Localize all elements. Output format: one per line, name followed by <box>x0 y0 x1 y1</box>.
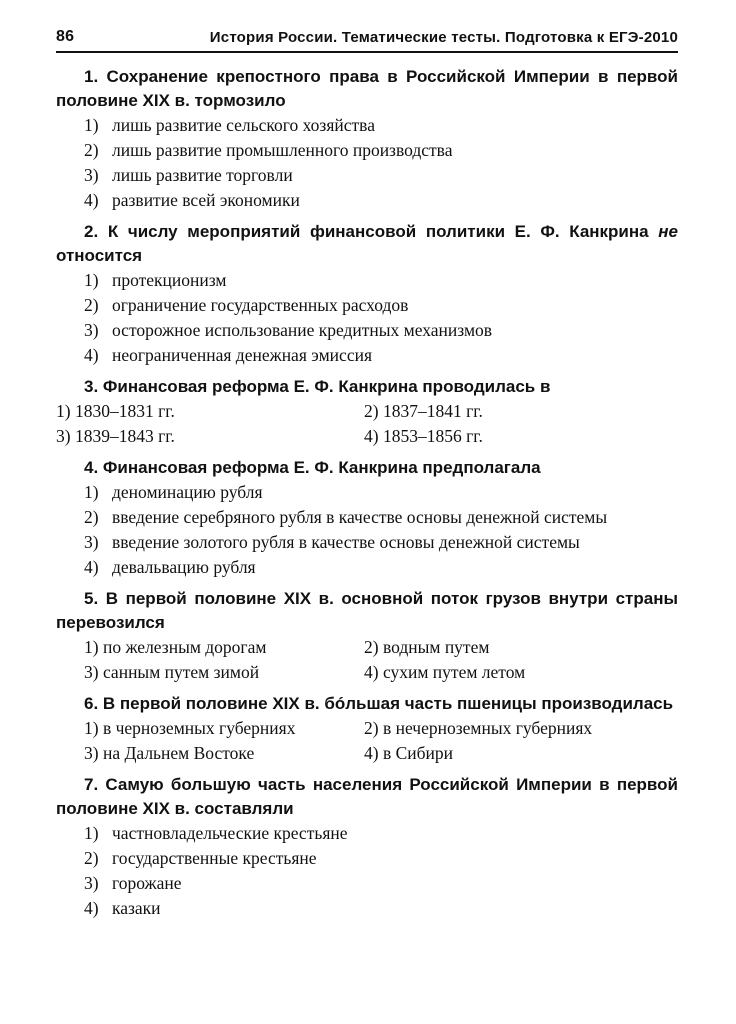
question-text: 5. В первой половине XIX в. основной поток грузов внутри страны перевозился <box>56 589 678 632</box>
answer-option[interactable]: 2) в нечерноземных губерниях <box>364 718 593 738</box>
book-title: История России. Тематические тесты. Подготовка к ЕГЭ-2010 <box>209 29 678 46</box>
answer-option[interactable]: 1) в черноземных губерниях <box>84 718 296 738</box>
answer-option[interactable]: 4) 1853–1856 гг. <box>364 426 483 446</box>
answer-options <box>56 268 678 368</box>
answer-options <box>56 113 678 213</box>
answer-option[interactable]: 2) введение серебряного рубля в качестве основы денежной системы <box>84 507 608 527</box>
answer-option[interactable]: 3) введение золотого рубля в качестве основы денежной системы <box>84 532 580 552</box>
answer-option[interactable]: 1) лишь развитие сельского хозяйства <box>84 115 375 135</box>
page-number: 86 <box>56 28 75 45</box>
answer-options <box>84 635 678 685</box>
answer-option[interactable]: 2) 1837–1841 гг. <box>364 401 483 421</box>
question-4 <box>56 456 678 580</box>
answer-options <box>56 480 678 580</box>
answer-option[interactable]: 3) осторожное использование кредитных механизмов <box>84 320 493 340</box>
question-text: 1. Сохранение крепостного права в Российской Империи в первой половине XIX в. тормозило <box>56 67 678 110</box>
question-2 <box>56 220 678 368</box>
answer-option[interactable]: 2) ограничение государственных расходов <box>84 295 409 315</box>
answer-option[interactable]: 1) частновладельческие крестьяне <box>84 823 348 843</box>
answer-option[interactable]: 1) по железным дорогам <box>84 637 267 657</box>
question-text: 2. К числу мероприятий финансовой политики Е. Ф. Канкрина не относится <box>56 222 678 265</box>
answer-option[interactable]: 3) горожане <box>84 873 182 893</box>
answer-option[interactable]: 4) девальвацию рубля <box>84 557 256 577</box>
emphasis-not: не <box>658 222 678 241</box>
answer-option[interactable]: 4) неограниченная денежная эмиссия <box>84 345 372 365</box>
answer-option[interactable]: 1) 1830–1831 гг. <box>56 401 175 421</box>
page <box>56 28 678 928</box>
question-1 <box>56 65 678 213</box>
answer-option[interactable]: 4) сухим путем летом <box>364 662 526 682</box>
question-text: 6. В первой половине XIX в. бóльшая часть пшеницы производилась <box>84 694 674 713</box>
question-3 <box>56 375 678 449</box>
answer-options <box>56 821 678 921</box>
question-6 <box>56 692 678 766</box>
question-text: 3. Финансовая реформа Е. Ф. Канкрина проводилась в <box>84 377 551 396</box>
question-text: 4. Финансовая реформа Е. Ф. Канкрина предполагала <box>84 458 541 477</box>
answer-option[interactable]: 4) казаки <box>84 898 161 918</box>
answer-option[interactable]: 4) развитие всей экономики <box>84 190 300 210</box>
answer-options <box>84 716 678 766</box>
answer-option[interactable]: 3) санным путем зимой <box>84 662 260 682</box>
answer-option[interactable]: 4) в Сибири <box>364 743 454 763</box>
answer-option[interactable]: 2) водным путем <box>364 637 490 657</box>
answer-option[interactable]: 1) деноминацию рубля <box>84 482 263 502</box>
answer-option[interactable]: 3) лишь развитие торговли <box>84 165 293 185</box>
running-header <box>56 28 678 53</box>
question-7 <box>56 773 678 921</box>
answer-option[interactable]: 2) государственные крестьяне <box>84 848 317 868</box>
answer-option[interactable]: 3) 1839–1843 гг. <box>56 426 175 446</box>
answer-option[interactable]: 3) на Дальнем Востоке <box>84 743 255 763</box>
answer-option[interactable]: 1) протекционизм <box>84 270 227 290</box>
question-text: 7. Самую большую часть населения Российской Империи в первой половине XIX в. составляли <box>56 775 678 818</box>
question-5 <box>56 587 678 685</box>
answer-option[interactable]: 2) лишь развитие промышленного производства <box>84 140 453 160</box>
answer-options <box>56 399 678 449</box>
